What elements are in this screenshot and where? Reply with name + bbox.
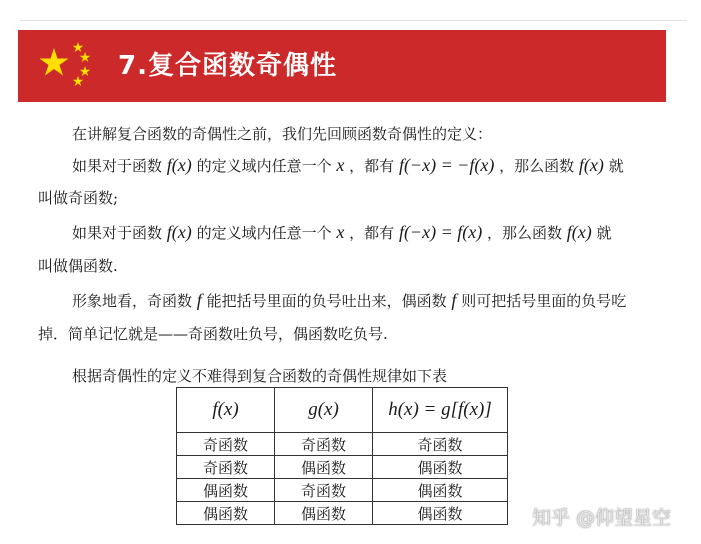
table-intro: 根据奇偶性的定义不难得到复合函数的奇偶性规律如下表 xyxy=(72,367,448,385)
cropped-next-line xyxy=(70,536,630,544)
table-cell: 奇函数 xyxy=(275,433,373,456)
table-row xyxy=(177,502,508,525)
table-header-cell: g(x) xyxy=(275,388,373,433)
table-cell: 偶函数 xyxy=(373,479,508,502)
section-title: 7.复合函数奇偶性 xyxy=(118,51,337,81)
table-cell: 偶函数 xyxy=(373,502,508,525)
math-odd-equation: f(−x) = −f(x) xyxy=(398,155,495,175)
mnemonic-line1: 形象地看，奇函数 f 能把括号里面的负号吐出来，偶函数 f 则可把括号里面的负号吃 xyxy=(72,290,627,310)
table-cell: 奇函数 xyxy=(177,433,275,456)
table-cell: 偶函数 xyxy=(275,502,373,525)
table-header-row xyxy=(177,388,508,433)
table-row xyxy=(177,456,508,479)
table-cell: 偶函数 xyxy=(177,479,275,502)
math-even-equation: f(−x) = f(x) xyxy=(398,222,483,242)
table-cell: 奇函数 xyxy=(373,433,508,456)
china-flag-stars-icon xyxy=(38,40,102,92)
table-header-cell: f(x) xyxy=(177,388,275,433)
even-definition-line2: 叫做偶函数. xyxy=(38,257,118,275)
math-fx: f(x) xyxy=(578,155,604,175)
math-f: f xyxy=(451,290,457,310)
odd-definition-line1: 如果对于函数 f(x) 的定义域内任意一个 x ，都有 f(−x) = −f(x) ，那么函数 f(x) 就 xyxy=(72,155,624,175)
odd-definition-line2: 叫做奇函数; xyxy=(38,189,119,207)
parity-rules-table xyxy=(176,387,508,525)
even-definition-line1: 如果对于函数 f(x) 的定义域内任意一个 x ，都有 f(−x) = f(x) ，那么函数 f(x) 就 xyxy=(72,222,612,242)
mnemonic-line2: 掉．简单记忆就是——奇函数吐负号，偶函数吃负号. xyxy=(38,325,388,343)
top-divider xyxy=(20,20,687,21)
table-cell: 偶函数 xyxy=(275,456,373,479)
section-banner xyxy=(18,30,666,102)
math-fx: f(x) xyxy=(566,222,592,242)
intro-text: 在讲解复合函数的奇偶性之前，我们先回顾函数奇偶性的定义： xyxy=(72,125,493,143)
table-cell: 奇函数 xyxy=(177,456,275,479)
math-x: x xyxy=(336,155,345,175)
math-f: f xyxy=(196,290,202,310)
table-header-cell: h(x) = g[f(x)] xyxy=(373,388,508,433)
math-fx: f(x) xyxy=(166,222,192,242)
table-row xyxy=(177,479,508,502)
table-row xyxy=(177,433,508,456)
zhihu-watermark: 知乎 @仰望星空 xyxy=(532,507,672,529)
table-cell: 偶函数 xyxy=(373,456,508,479)
math-fx: f(x) xyxy=(166,155,192,175)
math-x: x xyxy=(336,222,345,242)
table-cell: 偶函数 xyxy=(177,502,275,525)
table-cell: 奇函数 xyxy=(275,479,373,502)
